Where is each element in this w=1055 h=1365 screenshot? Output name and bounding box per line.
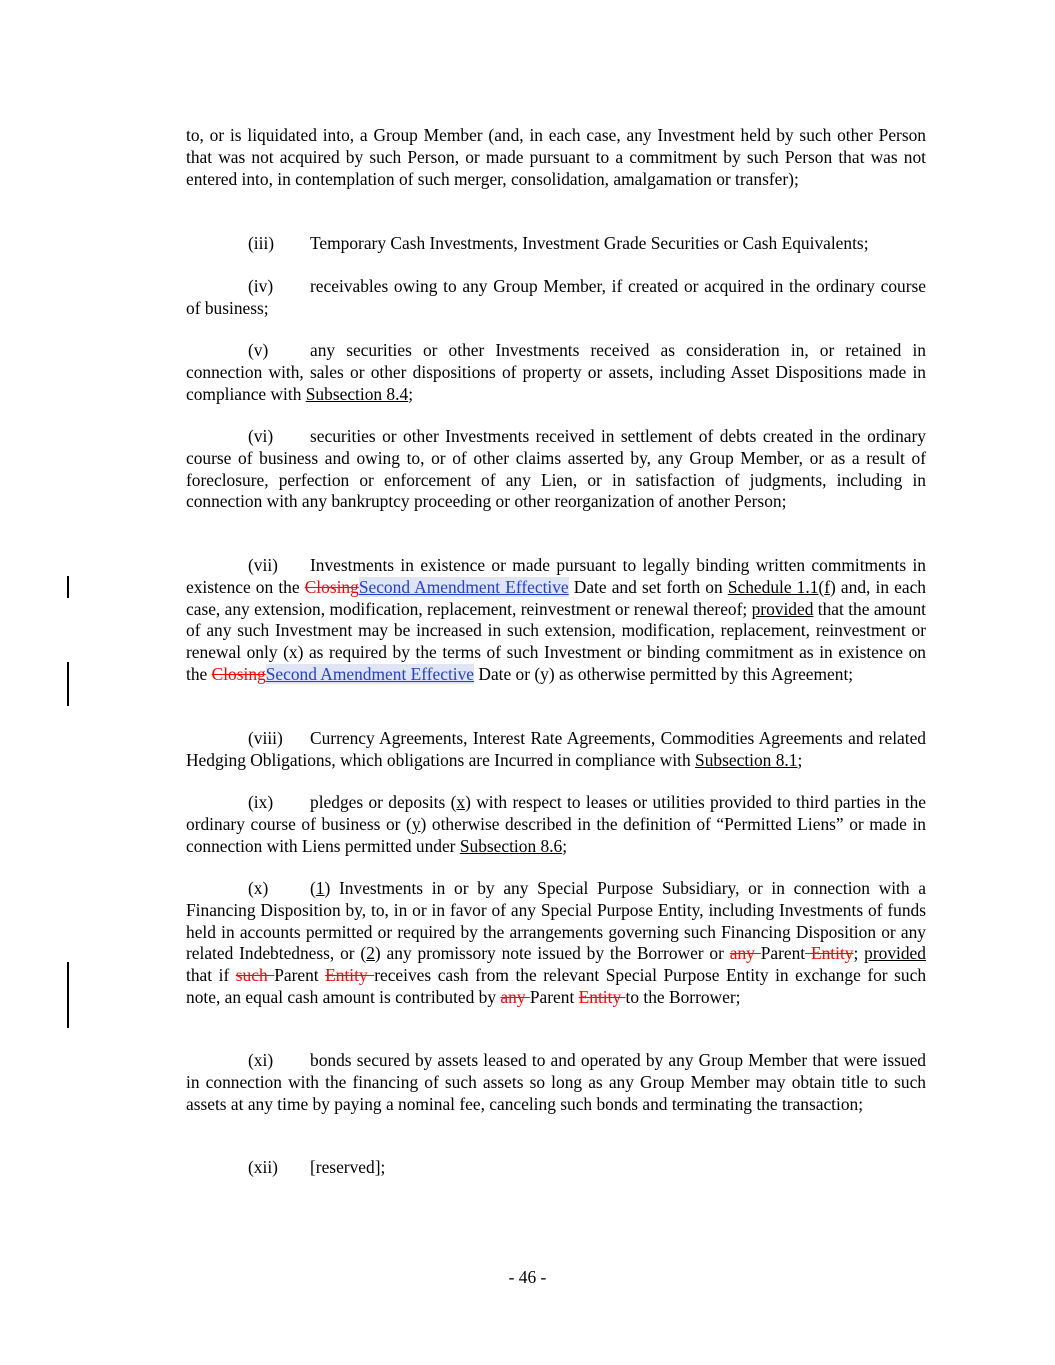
clause-xii: (xii) [reserved];: [248, 1157, 386, 1177]
cross-reference: Subsection 8.1: [695, 749, 798, 770]
clause-x: (x) (1) Investments in or by any Special Purpose Subsidiary, or in connection with a Financing Disposition by, to, in or in favor of any Special Purpose Entity, including Investments of funds held in accounts permitted or required by the arrangements governing such Financing Disposition or any related Indebtedness, or (2) any promissory note issued by the Borrower or any Parent Entity; provided that if such Parent Entity receives cash from the relevant Special Purpose Entity in exchange for such note, an equal cash amount is contributed by any Parent Entity to the Borrower;: [186, 878, 927, 1007]
clause-viii: (viii) Currency Agreements, Interest Rate Agreements, Commodities Agreements and related Hedging Obligations, which obligations are Incurred in compliance with Subsection 8.1;: [186, 728, 926, 770]
cross-reference: Subsection 8.6: [459, 835, 563, 856]
deleted-text: any: [500, 986, 530, 1007]
cross-reference: y: [411, 813, 421, 834]
change-bar: [67, 576, 69, 598]
clause-number: (v): [248, 340, 269, 360]
deleted-text: Entity: [578, 986, 626, 1007]
clause-iii: (iii) Temporary Cash Investments, Investment Grade Securities or Cash Equivalents;: [248, 233, 869, 253]
cross-reference: x: [456, 792, 466, 812]
clause-vii: (vii) Investments in existence or made pursuant to legally binding written commitments in existence on the ClosingSecond Amendment Effective Date and set forth on Schedule 1.1(f) and, in each case, any extension, modification, replacement, reinvestment or renewal thereof; provided that the amount of any such Investment may be increased in such extension, modification, replacement, reinvestment or renewal only (x) as required by the terms of such Investment or binding commitment as in existence on the ClosingSecond Amendment Effective Date or (y) as otherwise permitted by this Agreement;: [186, 555, 926, 684]
clause-number: (ix): [248, 792, 274, 812]
defined-term: provided: [864, 943, 926, 964]
cross-reference: 1: [315, 878, 325, 898]
clause-ix: (ix) pledges or deposits (x) with respect to leases or utilities provided to third parties in the ordinary course of business or (y) otherwise described in the definition of “Permitted Liens” or made in connection with Liens permitted under Subsection 8.6;: [186, 792, 926, 856]
defined-term: provided: [751, 598, 814, 619]
paragraph-continuation: to, or is liquidated into, a Group Member (and, in each case, any Investment held by such other Person that was not acquired by such Person, or made pursuant to a commitment by such Person that was not entered into, in contemplation of such merger, consolidation, amalgamation or transfer);: [186, 125, 926, 189]
clause-number: (iv): [248, 276, 274, 296]
clause-number: (x): [248, 878, 269, 898]
deleted-text: Entity: [325, 965, 375, 986]
change-bar: [67, 962, 69, 1028]
deleted-text: Closing: [304, 576, 359, 597]
clause-xi: (xi) bonds secured by assets leased to and operated by any Group Member that were issued in connection with the financing of such assets so long as any Group Member may obtain title to such assets at any time by paying a nominal fee, canceling such bonds and terminating the transaction;: [186, 1050, 926, 1114]
clause-vi: (vi) securities or other Investments received in settlement of debts created in the ordinary course of business and owing to, or of other claims asserted by, any Group Member, or as a result of foreclosure, perfection or enforcement of any Lien, or in satisfaction of judgments, including in connection with any bankruptcy proceeding or other reorganization of another Person;: [186, 426, 926, 512]
inserted-text: Second Amendment Effective: [265, 663, 475, 684]
cross-reference: 2: [366, 943, 375, 964]
deleted-text: Closing: [211, 663, 266, 684]
clause-number: (vii): [248, 555, 278, 575]
clause-number: (vi): [248, 426, 274, 446]
clause-iv: (iv) receivables owing to any Group Member, if created or acquired in the ordinary course of business;: [186, 276, 926, 318]
clause-number: (iii): [248, 233, 275, 253]
cross-reference: Subsection 8.4: [305, 383, 409, 404]
clause-number: (xi): [248, 1050, 274, 1070]
deleted-text: any: [729, 943, 761, 964]
clause-v: (v) any securities or other Investments received as consideration in, or retained in connection with, sales or other dispositions of property or assets, including Asset Dispositions made in compliance with Subsection 8.4;: [186, 340, 926, 404]
cross-reference: Schedule 1.1: [727, 576, 819, 597]
deleted-text: such: [235, 965, 275, 986]
page-number: - 46 -: [508, 1267, 547, 1287]
inserted-text: Second Amendment Effective: [358, 576, 569, 597]
deleted-text: Entity: [805, 943, 854, 964]
clause-number: (xii): [248, 1157, 278, 1177]
change-bar: [67, 662, 69, 706]
cross-reference: f: [824, 576, 831, 597]
clause-number: (viii): [248, 728, 283, 748]
